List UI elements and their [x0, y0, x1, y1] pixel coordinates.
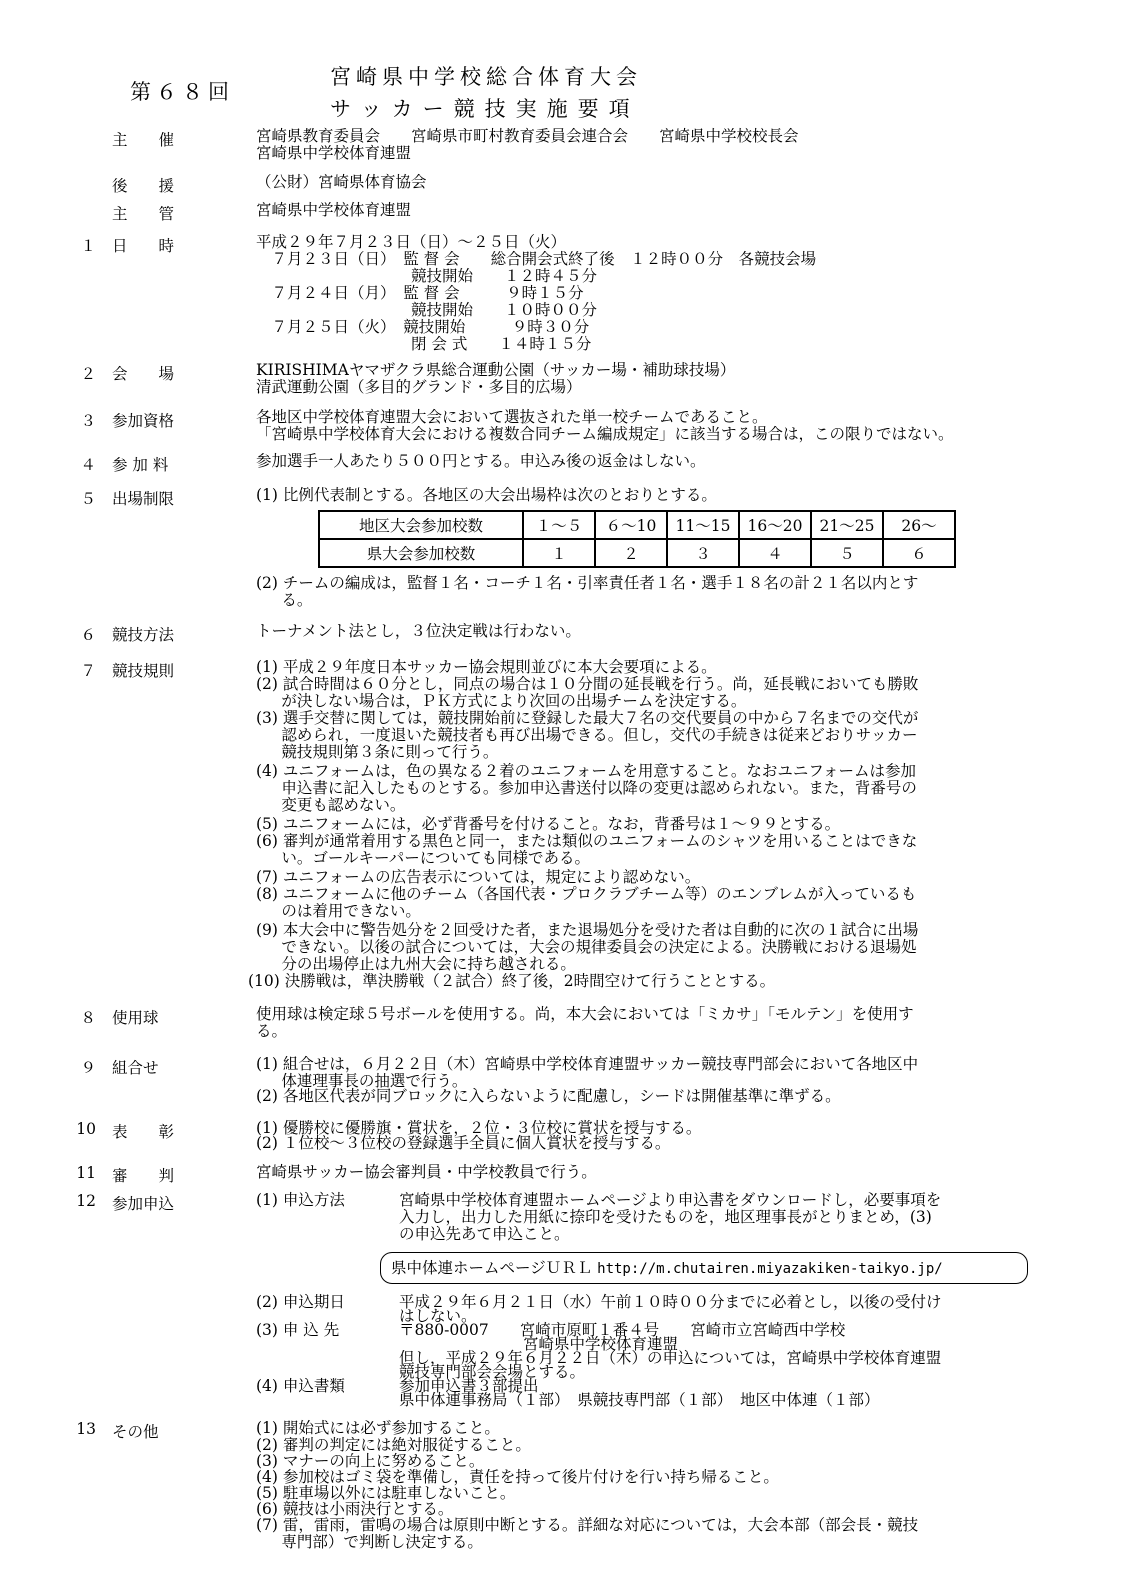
- section-1-line: 競技開始 １２時４５分: [256, 267, 598, 285]
- rule-line: が決しない場合は，ＰＫ方式により次回の出場チームを決定する。: [256, 692, 747, 710]
- management-label: 主 管: [112, 205, 175, 223]
- homepage-url[interactable]: http://m.chutairen.miyazakiken-taikyo.jp/: [597, 1261, 943, 1277]
- section-7-label: 競技規則: [112, 662, 175, 680]
- section-1-line: ７月２４日（月） 監 督 会 ９時１５分: [256, 284, 584, 302]
- section-1-number: １: [80, 237, 96, 255]
- application-documents-line: 参加申込書３部提出: [399, 1377, 539, 1395]
- section-6-label: 競技方法: [112, 626, 175, 644]
- organizer-line-2: 宮崎県中学校体育連盟: [256, 144, 412, 162]
- section-5-number: ５: [80, 490, 96, 508]
- rule-line: (1) 平成２９年度日本サッカー協会規則並びに本大会要項による。: [256, 658, 717, 676]
- section-2-line: 清武運動公園（多目的グランド・多目的広場）: [256, 378, 582, 396]
- section-1-line: 平成２９年７月２３日（日）～２５日（火）: [256, 233, 567, 251]
- rule-line: (3) 選手交替に関しては，競技開始前に登録した最大７名の交代要員の中から７名までの交代が: [256, 709, 919, 727]
- section-9-line: (2) 各地区代表が同ブロックに入らないように配慮し，シードは開催基準に準ずる。: [256, 1087, 841, 1105]
- organizer-line-1: 宮崎県教育委員会 宮崎県市町村教育委員会連合会 宮崎県中学校校長会: [256, 127, 799, 145]
- quota-cell: ２: [595, 539, 667, 567]
- section-6-line: トーナメント法とし，３位決定戦は行わない。: [256, 622, 581, 640]
- rule-line: い。ゴールキーパーについても同様である。: [256, 849, 590, 867]
- section-1-label: 日 時: [112, 237, 175, 255]
- rule-line: (5) ユニフォームには，必ず背番号を付けること。なお，背番号は１～９９とする。: [256, 815, 841, 833]
- quota-cell: ６～10: [595, 511, 667, 539]
- application-method-line: 入力し，出力した用紙に捺印を受けたものを，地区理事長がとりまとめ，(3): [399, 1208, 932, 1226]
- quota-cell: ４: [739, 539, 811, 567]
- other-line: (6) 競技は小雨決行とする。: [256, 1500, 454, 1518]
- section-1-line: 閉 会 式 １４時１５分: [256, 335, 592, 353]
- section-5-item-2: る。: [256, 591, 313, 609]
- section-1-line: 競技開始 １０時００分: [256, 301, 598, 319]
- section-5-item-2: (2) チームの編成は，監督１名・コーチ１名・引率責任者１名・選手１８名の計２１名以内とす: [256, 574, 919, 592]
- application-address-line: 〒880-0007 宮崎市原町１番４号 宮崎市立宮崎西中学校: [399, 1321, 846, 1339]
- section-10-number: 10: [76, 1120, 96, 1138]
- quota-row-head: 県大会参加校数: [319, 539, 523, 567]
- section-6-number: ６: [80, 626, 96, 644]
- organizer-label: 主 催: [112, 131, 175, 149]
- other-line: (1) 開始式には必ず参加すること。: [256, 1419, 500, 1437]
- section-2-label: 会 場: [112, 365, 175, 383]
- application-address-label: (3) 申 込 先: [256, 1321, 340, 1339]
- section-3-line: 各地区中学校体育連盟大会において選抜された単一校チームであること。: [256, 408, 768, 426]
- rule-line: (9) 本大会中に警告処分を２回受けた者，また退場処分を受けた者は自動的に次の１試合に出場: [256, 921, 919, 939]
- rule-line: できない。以後の試合については，大会の規律委員会の決定による。決勝戦における退場処: [256, 938, 917, 956]
- section-8-number: ８: [80, 1009, 96, 1027]
- quota-cell: ３: [667, 539, 739, 567]
- application-documents-label: (4) 申込書類: [256, 1377, 345, 1395]
- url-label: 県中体連ホームページＵＲＬ: [391, 1259, 593, 1277]
- section-7-number: ７: [80, 662, 96, 680]
- other-line: (2) 審判の判定には絶対服従すること。: [256, 1436, 531, 1454]
- section-3-number: ３: [80, 412, 96, 430]
- page-subtitle: サッカー競技実施要項: [330, 97, 640, 121]
- section-4-label: 参 加 料: [112, 456, 169, 474]
- application-method-label: (1) 申込方法: [256, 1191, 345, 1209]
- quota-cell: 26～: [883, 511, 955, 539]
- rule-line: (10) 決勝戦は，準決勝戦（２試合）終了後，2時間空けて行うこととする。: [248, 972, 776, 990]
- section-4-number: ４: [80, 456, 96, 474]
- application-address-line: 宮崎県中学校体育連盟: [399, 1335, 679, 1353]
- other-line: (4) 参加校はゴミ袋を準備し，責任を持って後片付けを行い持ち帰ること。: [256, 1468, 779, 1486]
- quota-cell: 21～25: [811, 511, 883, 539]
- rule-line: (2) 試合時間は６０分とし，同点の場合は１０分間の延長戦を行う。尚，延長戦においても勝敗: [256, 675, 919, 693]
- management-value: 宮崎県中学校体育連盟: [256, 201, 412, 219]
- quota-cell: 11～15: [667, 511, 739, 539]
- rule-line: (7) ユニフォームの広告表示については，規定により認めない。: [256, 868, 701, 886]
- rule-line: 分の出場停止は九州大会に持ち越される。: [256, 955, 576, 973]
- section-10-line: (2) １位校～３位校の登録選手全員に個人賞状を授与する。: [256, 1134, 671, 1152]
- section-2-line: KIRISHIMAヤマザクラ県総合運動公園（サッカー場・補助球技場）: [256, 361, 736, 379]
- section-8-line: 使用球は検定球５号ボールを使用する。尚，本大会においては「ミカサ」「モルテン」を使用す: [256, 1005, 914, 1023]
- support-label: 後 援: [112, 177, 175, 195]
- application-address-line: 但し，平成２９年６月２２日（木）の申込については，宮崎県中学校体育連盟: [399, 1349, 942, 1367]
- section-5-item-1: (1) 比例代表制とする。各地区の大会出場枠は次のとおりとする。: [256, 486, 717, 504]
- rule-line: 変更も認めない。: [256, 796, 406, 814]
- application-address-line: 競技専門部会会場とする。: [399, 1363, 586, 1381]
- section-11-number: 11: [76, 1164, 96, 1182]
- section-1-line: ７月２５日（火） 競技開始 ９時３０分: [256, 318, 590, 336]
- application-deadline-line: 平成２９年６月２１日（水）午前１０時００分までに必着とし，以後の受付け: [399, 1293, 942, 1311]
- other-line: (5) 駐車場以外には駐車しないこと。: [256, 1484, 516, 1502]
- quota-row-district: [319, 511, 955, 539]
- section-4-line: 参加選手一人あたり５００円とする。申込み後の返金はしない。: [256, 452, 706, 470]
- section-8-label: 使用球: [112, 1009, 159, 1027]
- rule-line: (4) ユニフォームは，色の異なる２着のユニフォームを用意すること。なおユニフォームは参加: [256, 762, 917, 780]
- rule-line: (8) ユニフォームに他のチーム（各国代表・プロクラブチーム等）のエンブレムが入っているも: [256, 885, 917, 903]
- quota-cell: ６: [883, 539, 955, 567]
- section-11-line: 宮崎県サッカー協会審判員・中学校教員で行う。: [256, 1163, 597, 1181]
- quota-cell: ５: [811, 539, 883, 567]
- support-value: （公財）宮崎県体育協会: [256, 173, 427, 191]
- section-3-label: 参加資格: [112, 412, 175, 430]
- section-9-line: (1) 組合せは，６月２２日（木）宮崎県中学校体育連盟サッカー競技専門部会において各地区中: [256, 1055, 919, 1073]
- section-2-number: ２: [80, 365, 96, 383]
- quota-cell: 16～20: [739, 511, 811, 539]
- page-title: 宮崎県中学校総合体育大会: [330, 65, 642, 89]
- section-9-label: 組合せ: [112, 1059, 159, 1077]
- rule-line: (6) 審判が通常着用する黒色と同一，または類似のユニフォームのシャツを用いることはできな: [256, 832, 918, 850]
- section-10-label: 表 彰: [112, 1123, 175, 1141]
- application-deadline-label: (2) 申込期日: [256, 1293, 345, 1311]
- section-8-line: る。: [256, 1022, 288, 1040]
- rule-line: 競技規則第３条に則って行う。: [256, 743, 499, 761]
- rule-line: 認められ，一度退いた競技者も再び出場できる。但し，交代の手続きは従来どおりサッカー: [256, 726, 918, 744]
- section-11-label: 審 判: [112, 1167, 175, 1185]
- application-documents-line: 県中体連事務局（１部） 県競技専門部（１部） 地区中体連（１部）: [399, 1391, 880, 1409]
- section-5-label: 出場制限: [112, 490, 175, 508]
- quota-row-prefecture: [319, 539, 955, 567]
- quota-cell: １: [523, 539, 595, 567]
- application-deadline-line: はしない。: [399, 1307, 477, 1325]
- rule-line: 申込書に記入したものとする。参加申込書送付以降の変更は認められない。また，背番号の: [256, 779, 917, 797]
- application-method-line: の申込先あて申込こと。: [399, 1225, 570, 1243]
- section-12-number: 12: [76, 1192, 96, 1210]
- other-line: (3) マナーの向上に努めること。: [256, 1452, 485, 1470]
- quota-row-head: 地区大会参加校数: [319, 511, 523, 539]
- section-10-line: (1) 優勝校に優勝旗・賞状を，２位・３位校に賞状を授与する。: [256, 1119, 702, 1137]
- quota-cell: １～５: [523, 511, 595, 539]
- application-method-line: 宮崎県中学校体育連盟ホームページより申込書をダウンロードし，必要事項を: [399, 1191, 942, 1209]
- section-13-label: その他: [112, 1423, 159, 1441]
- section-13-number: 13: [76, 1420, 96, 1438]
- other-line: 専門部）で判断し決定する。: [256, 1533, 483, 1551]
- section-12-label: 参加申込: [112, 1195, 175, 1213]
- section-3-line: 「宮崎県中学校体育大会における複数合同チーム編成規定」に該当する場合は，この限りではない。: [256, 425, 954, 443]
- other-line: (7) 雷，雷雨，雷鳴の場合は原則中断とする。詳細な対応については，大会本部（部会長・競技: [256, 1516, 919, 1534]
- quota-table: [318, 510, 956, 568]
- section-9-line: 体連理事長の抽選で行う。: [256, 1072, 468, 1090]
- url-box: [380, 1252, 1028, 1284]
- rule-line: のは着用できない。: [256, 902, 421, 920]
- section-1-line: ７月２３日（日） 監 督 会 総合開会式終了後 １２時００分 各競技会場: [256, 250, 817, 268]
- section-9-number: ９: [80, 1059, 96, 1077]
- edition-label: 第６８回: [130, 80, 234, 104]
